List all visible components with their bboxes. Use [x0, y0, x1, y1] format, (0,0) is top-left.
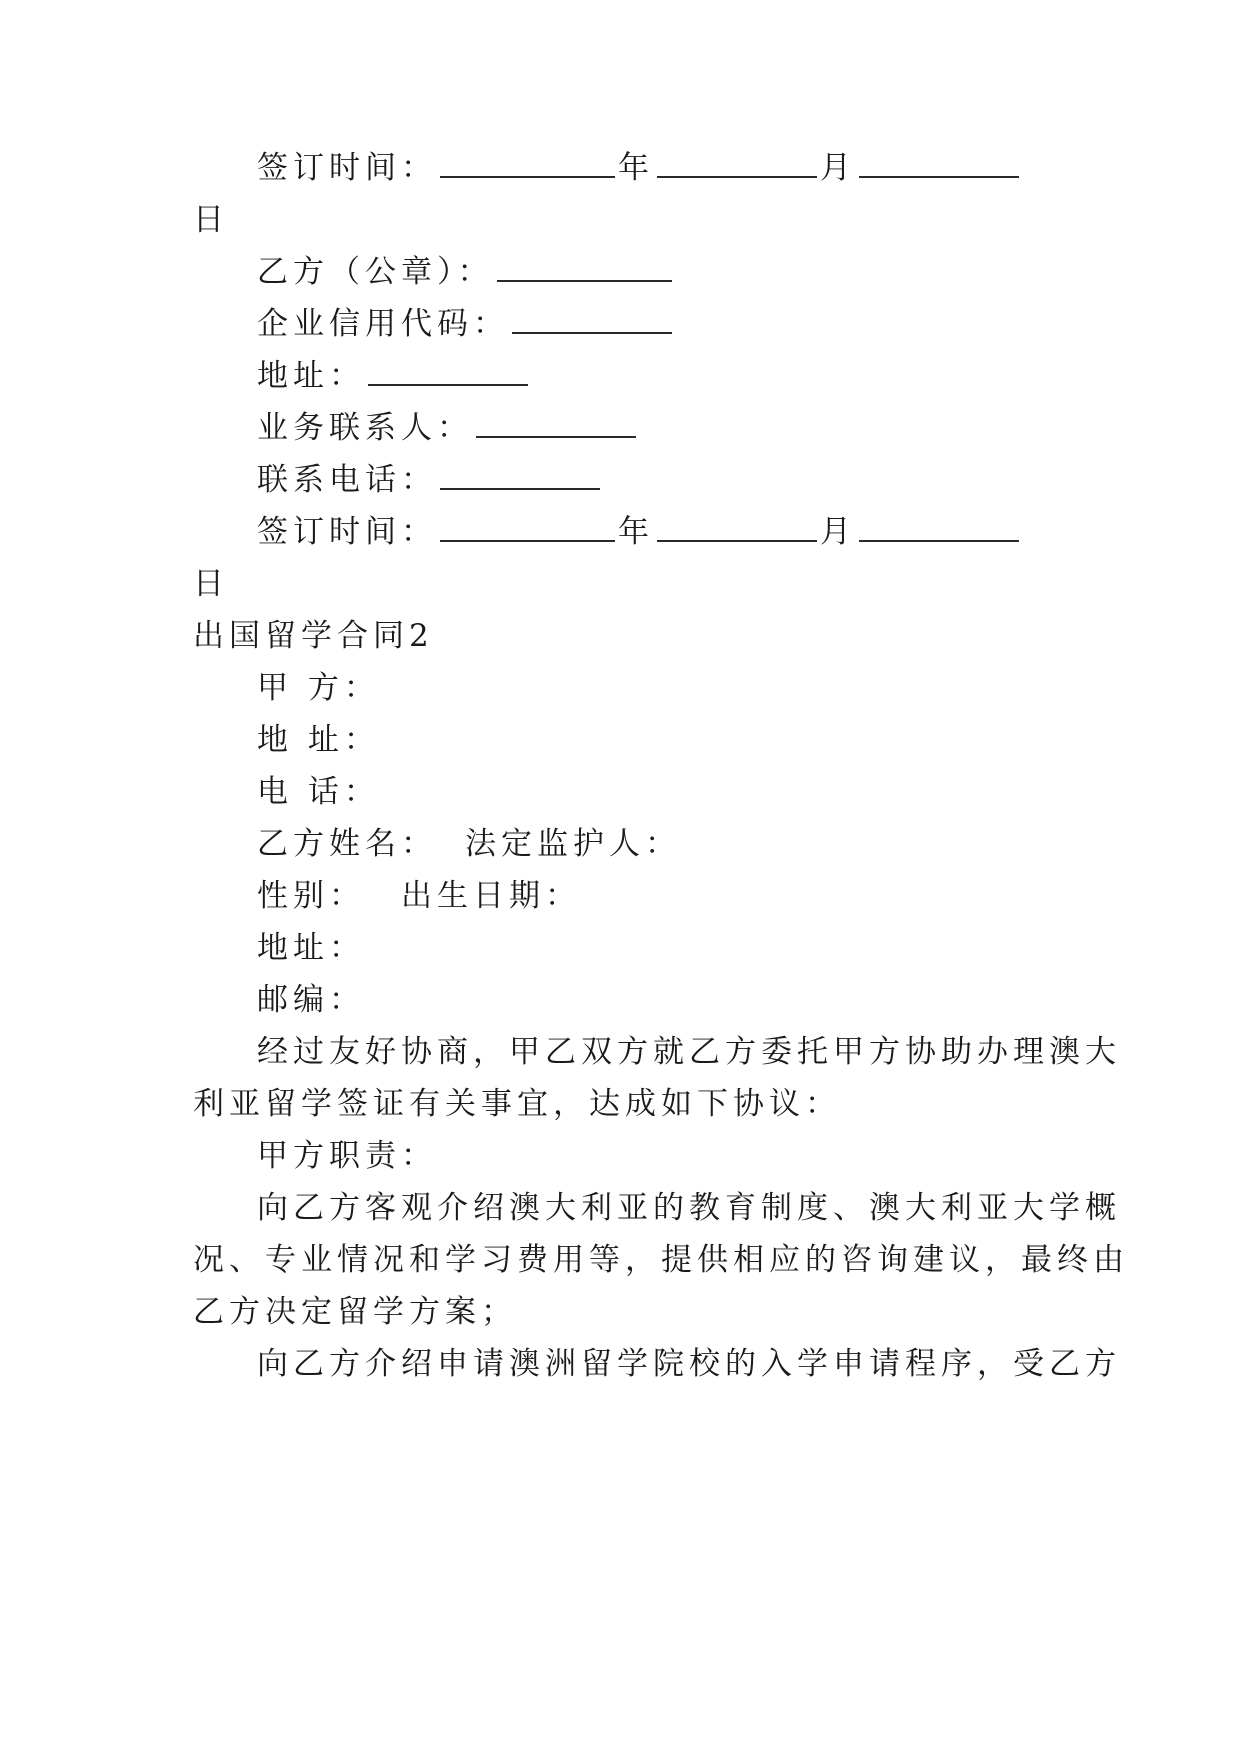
party-a-address-label: 地 址： — [257, 722, 380, 758]
party-b-address-label: 地址： — [257, 930, 365, 966]
intro-paragraph-line: 经过友好协商，甲乙双方就乙方委托甲方协助办理澳大 — [257, 1034, 1121, 1070]
blank-field — [512, 306, 672, 334]
party-b-name-label: 乙方姓名： — [257, 826, 437, 862]
party-b-seal-line — [257, 252, 1117, 292]
phone-line — [257, 460, 1117, 500]
contact-label: 业务联系人： — [257, 410, 473, 446]
sign-time-label: 签订时间： — [257, 150, 437, 186]
sign-time-line — [257, 512, 1117, 552]
intro-paragraph-line: 利亚留学签证有关事宜，达成如下协议： — [193, 1086, 841, 1122]
blank-field — [440, 462, 600, 490]
sign-time-label: 签订时间： — [257, 514, 437, 550]
year-label: 年 — [618, 150, 654, 186]
credit-code-label: 企业信用代码： — [257, 306, 509, 342]
duty-paragraph-line: 况、专业情况和学习费用等，提供相应的咨询建议，最终由 — [193, 1242, 1129, 1278]
duty-heading: 甲方职责： — [257, 1138, 437, 1174]
gender-label: 性别： — [257, 878, 365, 914]
credit-code-line — [257, 304, 1117, 344]
month-label: 月 — [820, 514, 856, 550]
blank-field — [497, 254, 672, 282]
day-label: 日 — [193, 566, 229, 602]
party-b-name-line — [257, 824, 1117, 864]
postcode-label: 邮编： — [257, 982, 365, 1018]
blank-field — [657, 514, 817, 542]
birth-date-label: 出生日期： — [401, 878, 581, 914]
duty-paragraph-line: 向乙方客观介绍澳大利亚的教育制度、澳大利亚大学概 — [257, 1190, 1121, 1226]
contact-line — [257, 408, 1117, 448]
duty-paragraph-line: 乙方决定留学方案； — [193, 1294, 517, 1330]
blank-field — [440, 150, 615, 178]
phone-label: 联系电话： — [257, 462, 437, 498]
address-line — [257, 356, 1117, 396]
contract-title: 出国留学合同2 — [193, 618, 434, 654]
address-label: 地址： — [257, 358, 365, 394]
month-label: 月 — [820, 150, 856, 186]
party-b-seal-label: 乙方（公章）： — [257, 254, 494, 290]
year-label: 年 — [618, 514, 654, 550]
party-a-phone-label: 电 话： — [257, 774, 380, 810]
day-label: 日 — [193, 202, 229, 238]
guardian-label: 法定监护人： — [465, 826, 681, 862]
gender-line — [257, 876, 1117, 916]
duty-paragraph-line: 向乙方介绍申请澳洲留学院校的入学申请程序，受乙方 — [257, 1346, 1121, 1382]
blank-field — [368, 358, 528, 386]
blank-field — [859, 150, 1019, 178]
blank-field — [440, 514, 615, 542]
sign-time-line — [257, 148, 1117, 188]
blank-field — [476, 410, 636, 438]
blank-field — [859, 514, 1019, 542]
party-a-label: 甲 方： — [257, 670, 380, 706]
blank-field — [657, 150, 817, 178]
